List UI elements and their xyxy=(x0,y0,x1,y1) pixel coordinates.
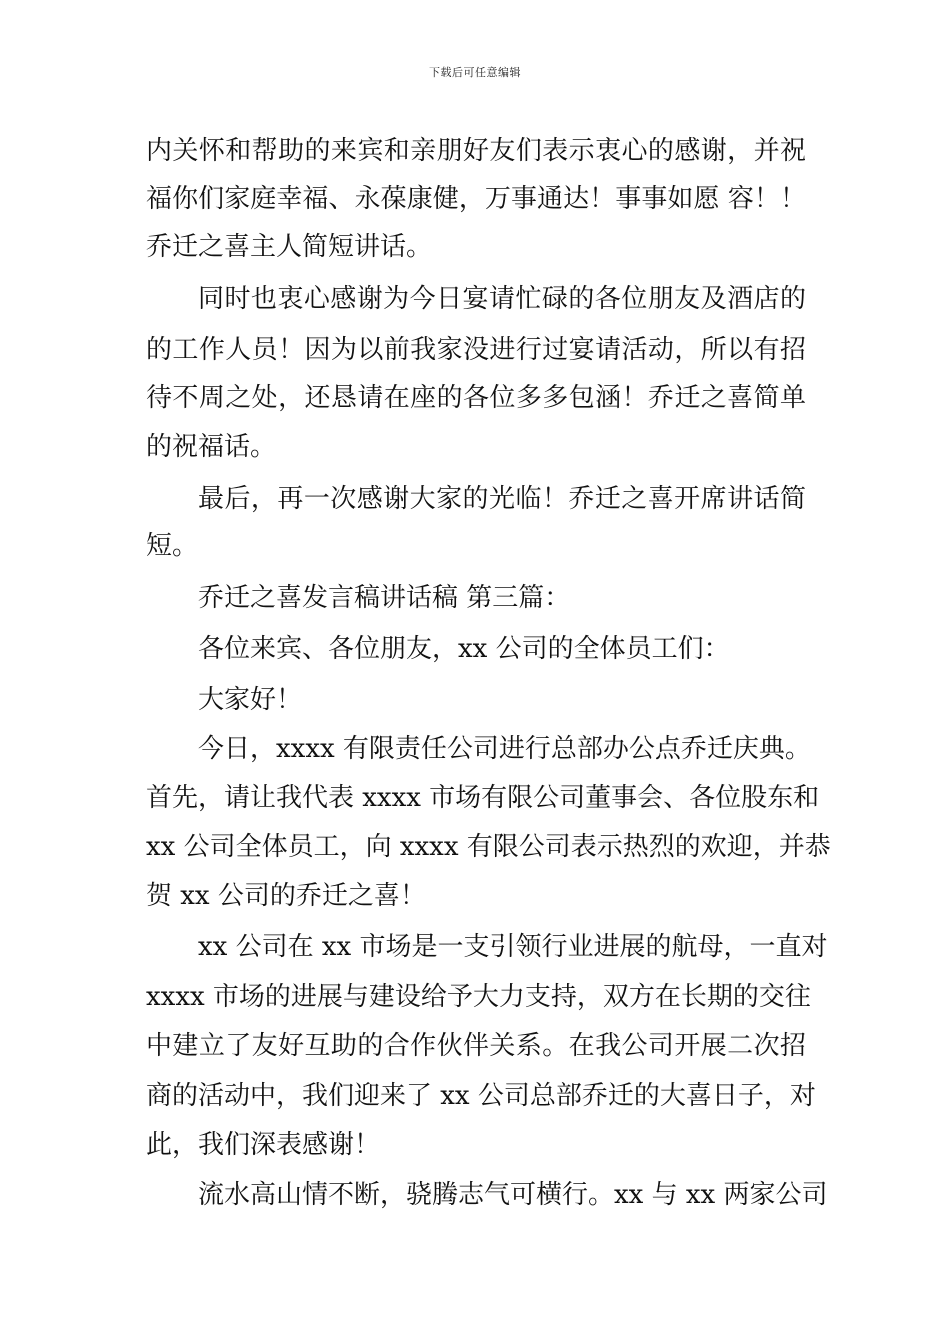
text-line: 乔迁之喜主人简短讲话。 xyxy=(146,232,433,262)
text-line: xx 公司在 xx 市场是一支引领行业进展的航母，一直对 xyxy=(198,932,828,962)
text-line: 首先，请让我代表 xxxx 市场有限公司董事会、各位股东和 xyxy=(146,783,820,813)
text-line: 中建立了友好互助的合作伙伴关系。在我公司开展二次招 xyxy=(146,1031,806,1061)
text-line: 短。 xyxy=(146,531,199,561)
page-header-note: 下载后可任意编辑 xyxy=(429,66,521,79)
text-line: 内关怀和帮助的来宾和亲朋好友们表示衷心的感谢，并祝 xyxy=(146,136,806,166)
text-line: 各位来宾、各位朋友，xx 公司的全体员工们： xyxy=(198,634,730,664)
text-line: 的工作人员！因为以前我家没进行过宴请活动，所以有招 xyxy=(146,335,806,365)
text-line: 待不周之处，还恳请在座的各位多多包涵！乔迁之喜简单 xyxy=(146,383,806,413)
text-line: 福你们家庭幸福、永葆康健，万事通达！事事如愿 容！！ xyxy=(146,184,806,214)
text-line: 今日，xxxx 有限责任公司进行总部办公点乔迁庆典。 xyxy=(198,734,811,764)
text-line: 商的活动中，我们迎来了 xx 公司总部乔迁的大喜日子，对 xyxy=(146,1081,816,1111)
text-line: 贺 xx 公司的乔迁之喜！ xyxy=(146,881,426,911)
text-line: 的祝福话。 xyxy=(146,432,277,462)
section-heading: 乔迁之喜发言稿讲话稿 第三篇： xyxy=(198,583,571,613)
text-line: 此，我们深表感谢！ xyxy=(146,1130,381,1160)
text-line: 最后，再一次感谢大家的光临！乔迁之喜开席讲话简 xyxy=(198,484,806,514)
text-line: xxxx 市场的进展与建设给予大力支持，双方在长期的交往 xyxy=(146,982,811,1012)
text-line: 流水高山情不断，骁腾志气可横行。xx 与 xx 两家公司 xyxy=(198,1180,828,1210)
text-line: 同时也衷心感谢为今日宴请忙碌的各位朋友及酒店的 xyxy=(198,284,806,314)
text-line: 大家好！ xyxy=(198,685,303,715)
text-line: xx 公司全体员工，向 xxxx 有限公司表示热烈的欢迎，并恭 xyxy=(146,832,831,862)
